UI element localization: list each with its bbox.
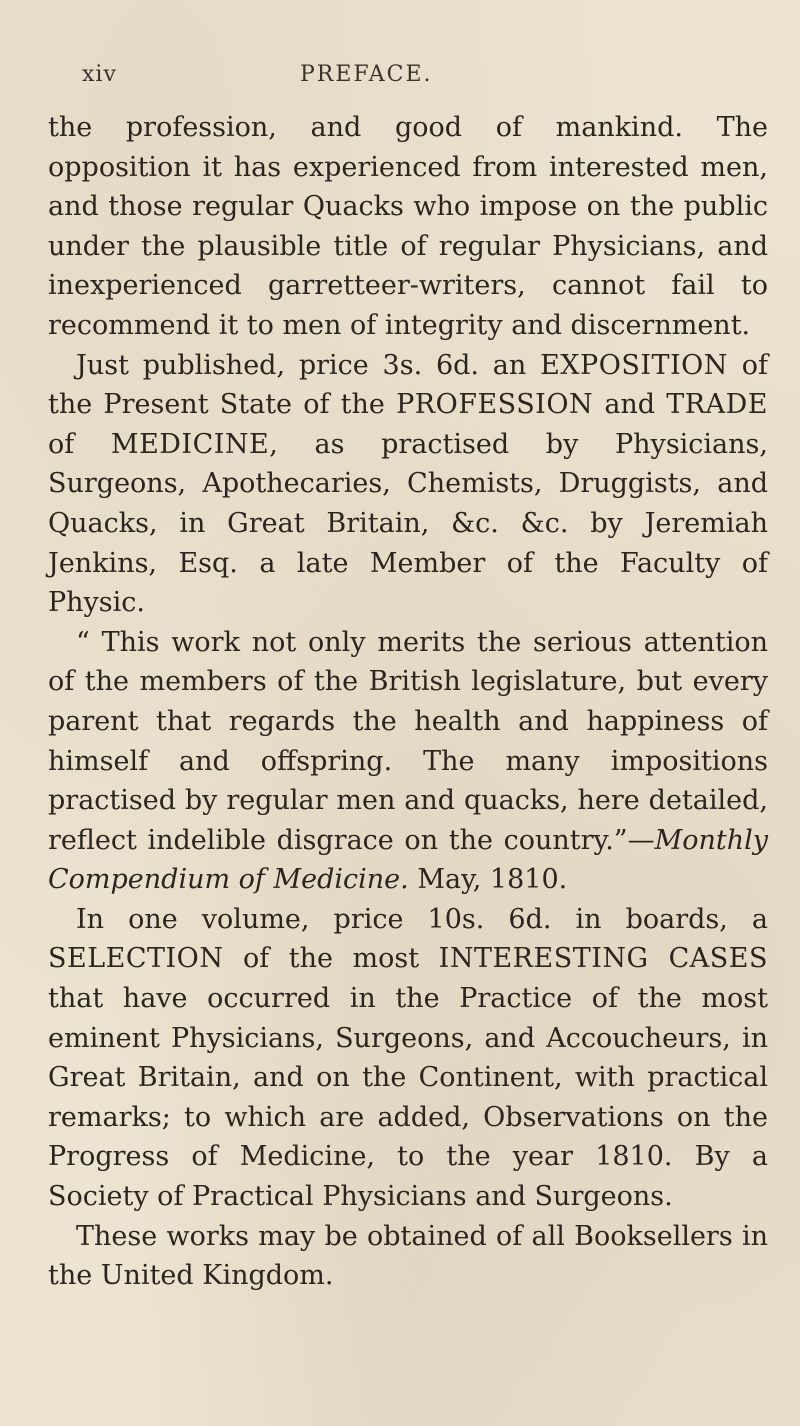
paragraph-selection-advert xyxy=(48,900,768,1217)
title-word: PROFESSION xyxy=(396,389,594,421)
paragraph-booksellers: These works may be obtained of all Booksellers in the United Kingdom. xyxy=(48,1220,768,1292)
paragraph-review-quote xyxy=(48,623,768,900)
paragraph-opposition: the profession, and good of mankind. The opposition it has experienced from interested men, and those regular Quacks who impose on the public under the plausible title of regular Physicians, and inexperienced garretteer-writers, cannot fail to recommend it to men of integrity and discernment. xyxy=(48,112,768,341)
quote-text: “ This work not only merits the serious attention of the members of the British legislature, but every parent that regards the health and happiness of himself and offspring. The many impositions practised by regular men and quacks, here detailed, reflect indelible disgrace on the country.”— xyxy=(48,626,768,856)
page-header xyxy=(48,60,768,108)
advert-text: and xyxy=(593,389,667,421)
advert-text: In one volume, price 10s. 6d. in boards, a xyxy=(76,903,768,935)
paragraph-exposition-advert xyxy=(48,346,768,623)
advert-text: of the Present State of the xyxy=(48,349,768,421)
advert-text: of the most xyxy=(223,943,439,975)
title-word: EXPOSITION xyxy=(540,349,728,381)
advert-text: that have occurred in the Practice of the most eminent Physicians, Surgeons, and Accoucheurs, in Great Britain, and on the Continent, with practical remarks; to which are added, Observations on the Progress of Medicine, to the year 1810. By a Society of Practical Physicians and Surgeons. xyxy=(48,983,768,1213)
book-page xyxy=(48,60,768,1296)
title-word: MEDICINE xyxy=(110,428,270,460)
quote-source: Monthly Compendium of Medicine. xyxy=(48,824,768,896)
title-word: TRADE xyxy=(666,389,768,421)
title-word: SELECTION xyxy=(48,943,224,975)
advert-text: Just published, price 3s. 6d. an xyxy=(76,349,541,381)
quote-date: May, 1810. xyxy=(408,864,568,896)
page-number: xiv xyxy=(82,62,117,87)
advert-text: of xyxy=(48,428,111,460)
running-head: PREFACE. xyxy=(300,62,433,87)
title-word: INTERESTING CASES xyxy=(438,943,768,975)
advert-text: , as practised by Physicians, Surgeons, Apothecaries, Chemists, Druggists, and Quacks, in Great Britain, &c. &c. by Jeremiah Jenkins, Esq. a late Member of the Faculty of Physic. xyxy=(48,428,768,619)
